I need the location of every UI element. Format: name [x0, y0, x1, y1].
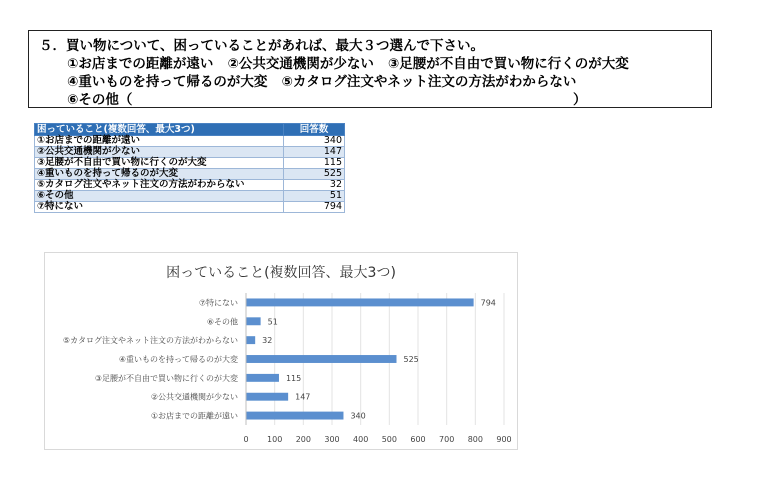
- x-tick-label: 400: [353, 435, 369, 444]
- row-value: 32: [284, 180, 345, 191]
- x-tick-label: 600: [410, 435, 426, 444]
- question-options-line-1: [39, 55, 711, 73]
- x-tick-label: 500: [381, 435, 397, 444]
- chart-title: 困っていること(複数回答、最大3つ): [166, 265, 396, 281]
- option-1: ①お店までの距離が遠い: [67, 56, 214, 72]
- category-label: ①お店までの距離が遠い: [150, 411, 238, 421]
- table-row: [35, 136, 345, 147]
- row-label: ④重いものを持って帰るのが大変: [35, 169, 284, 180]
- data-label: 525: [403, 355, 419, 364]
- row-label: ③足腰が不自由で買い物に行くのが大変: [35, 158, 284, 169]
- category-label: ③足腰が不自由で買い物に行くのが大変: [94, 373, 238, 383]
- row-value: 794: [284, 202, 345, 213]
- row-label: ⑦特にない: [35, 202, 284, 213]
- bar-chart-frame: [44, 252, 518, 450]
- category-label: ②公共交通機関が少ない: [150, 392, 238, 402]
- option-6-close: ）: [573, 92, 587, 108]
- data-label: 794: [480, 298, 496, 308]
- data-label: 340: [350, 411, 366, 421]
- option-5: ⑤カタログ注文やネット注文の方法がわからない: [281, 74, 577, 90]
- table-row: [35, 169, 345, 180]
- row-value: 51: [284, 191, 345, 202]
- bar-chart: [45, 253, 519, 451]
- option-6-open: ⑥その他（: [67, 92, 133, 108]
- bar: [246, 412, 343, 420]
- bar: [246, 374, 279, 382]
- x-tick-label: 100: [267, 435, 283, 444]
- data-label: 51: [267, 317, 278, 327]
- category-label: ⑦特にない: [198, 298, 238, 308]
- table-header-label: 困っていること(複数回答、最大3つ): [35, 124, 284, 136]
- row-label: ①お店までの距離が遠い: [35, 136, 284, 147]
- x-tick-label: 200: [295, 435, 311, 444]
- data-label: 115: [285, 373, 302, 383]
- bar: [246, 393, 288, 401]
- table-row: [35, 158, 345, 169]
- option-2: ②公共交通機関が少ない: [227, 56, 374, 72]
- question-options-line-3: [39, 91, 711, 109]
- answer-count-table: [34, 123, 345, 213]
- table-header-row: [35, 124, 345, 136]
- bar: [246, 317, 261, 325]
- bar: [246, 355, 397, 363]
- table-row: [35, 191, 345, 202]
- x-tick-label: 300: [324, 435, 340, 444]
- x-tick-label: 700: [439, 435, 455, 444]
- category-label: ⑤カタログ注文やネット注文の方法がわからない: [62, 336, 238, 346]
- question-box: [28, 30, 712, 108]
- table-row: [35, 180, 345, 191]
- table-row: [35, 147, 345, 158]
- bar: [246, 298, 474, 306]
- x-tick-label: 800: [467, 435, 483, 444]
- row-value: 525: [284, 169, 345, 180]
- x-tick-label: 900: [496, 435, 512, 444]
- category-label: ④重いものを持って帰るのが大変: [118, 355, 238, 364]
- table-header-count: 回答数: [284, 124, 345, 136]
- row-label: ②公共交通機関が少ない: [35, 147, 284, 158]
- row-label: ⑤カタログ注文やネット注文の方法がわからない: [35, 180, 284, 191]
- row-value: 340: [284, 136, 345, 147]
- row-value: 147: [284, 147, 345, 158]
- data-label: 147: [295, 392, 311, 402]
- row-value: 115: [284, 158, 345, 169]
- question-title: ５．買い物について、困っていることがあれば、最大３つ選んで下さい。: [39, 38, 484, 54]
- category-label: ⑥その他: [206, 317, 238, 327]
- question-options-line-2: [39, 73, 711, 91]
- option-4: ④重いものを持って帰るのが大変: [67, 74, 268, 90]
- bar: [246, 336, 255, 344]
- row-label: ⑥その他: [35, 191, 284, 202]
- x-tick-label: 0: [243, 435, 249, 444]
- data-label: 32: [262, 336, 273, 346]
- option-3: ③足腰が不自由で買い物に行くのが大変: [387, 56, 629, 72]
- table-row: [35, 202, 345, 213]
